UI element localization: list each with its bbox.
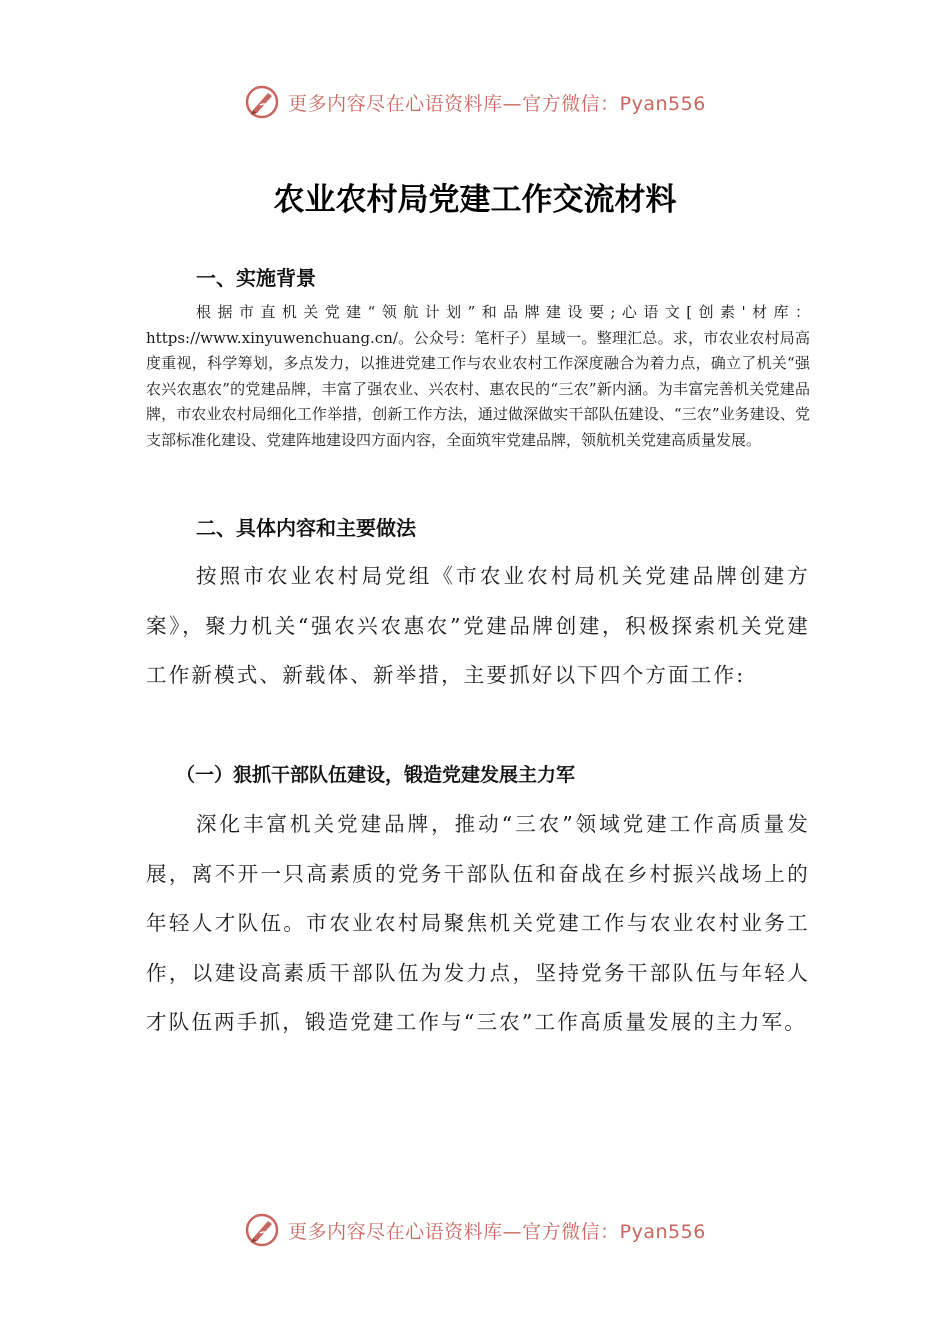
section-heading-background: 一、实施背景 [196,266,316,290]
header-banner [0,80,950,124]
content-paragraph: 按照市农业农村局党组《市农业农村局机关党建品牌创建方案》，聚力机关“强农兴农惠农”党建品牌创建，积极探索机关党建工作新模式、新载体、新举措，主要抓好以下四个方面工作: [146,564,810,687]
section-heading-content: 二、具体内容和主要做法 [196,516,416,540]
subsection-heading: （一）狠抓干部队伍建设，锻造党建发展主力军 [176,764,576,786]
pen-logo-icon [244,84,280,120]
background-paragraph: 根据市直机关党建“领航计划”和品牌建设要;心语文[创素'材库：https://www.xinyuwenchuang.cn/。公众号：笔杆子）星域一。整理汇总。求，市农业农村局高度重视，科学筹划，多点发力，以推进党建工作与农业农村工作深度融合为着力点，确立了机关“强农兴农惠农”的党建品牌，丰富了强农业、兴农村、惠农民的“三农”新内涵。为丰富完善机关党建品牌，市农业农村局细化工作举措，创新工作方法，通过做深做实干部队伍建设、“三农”业务建设、党支部标准化建设、党建阵地建设四方面内容，全面筑牢党建品牌，领航机关党建高质量发展。 [146,303,810,449]
document-title: 农业农村局党建工作交流材料 [273,182,677,218]
footer-banner [0,1208,950,1252]
pen-logo-icon [244,1212,280,1248]
banner-text: 更多内容尽在心语资料库—官方微信：Pyan556 [288,92,706,115]
banner-text: 更多内容尽在心语资料库—官方微信：Pyan556 [288,1220,706,1243]
subsection-paragraph: 深化丰富机关党建品牌，推动“三农”领域党建工作高质量发展，离不开一只高素质的党务干部队伍和奋战在乡村振兴战场上的年轻人才队伍。市农业农村局聚焦机关党建工作与农业农村业务工作，以建设高素质干部队伍为发力点，坚持党务干部队伍与年轻人才队伍两手抓，锻造党建工作与“三农”工作高质量发展的主力军。 [146,812,810,1034]
